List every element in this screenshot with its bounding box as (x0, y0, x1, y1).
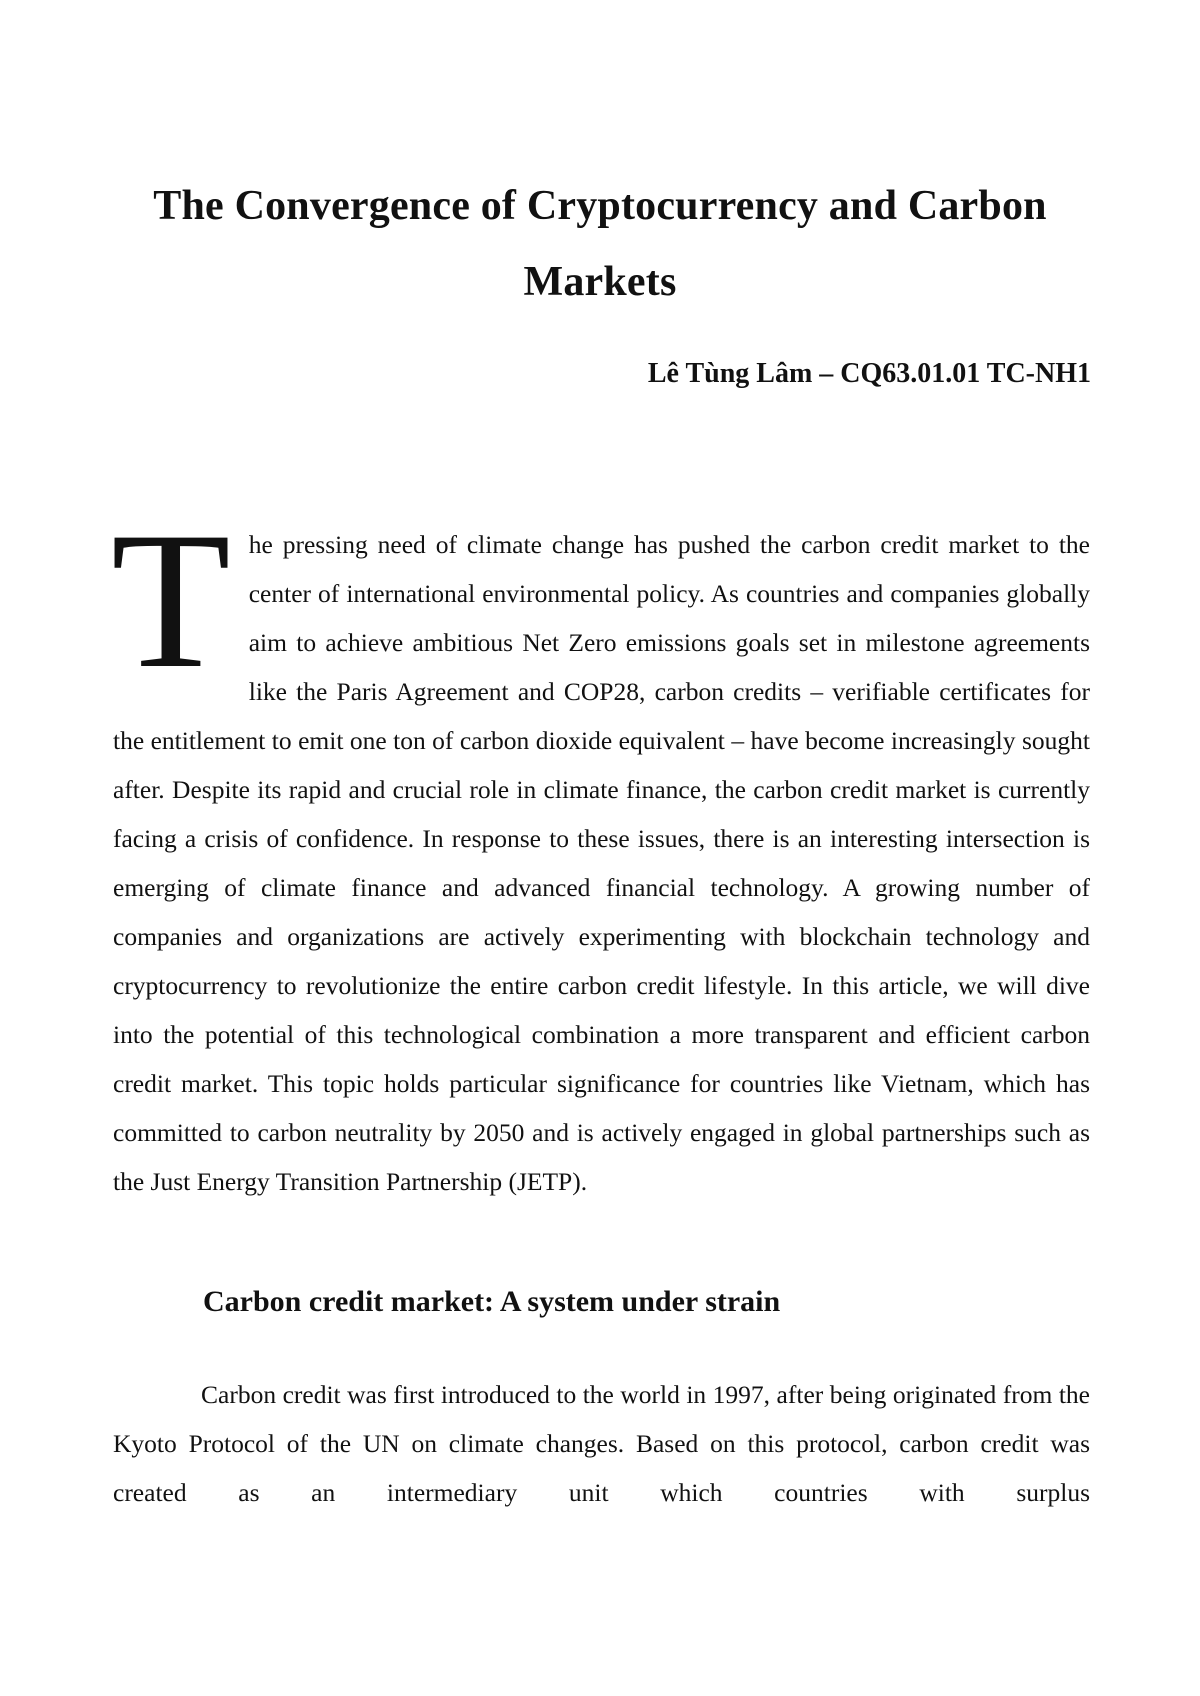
document-title: The Convergence of Cryptocurrency and Carbon Markets (153, 183, 1047, 305)
section-paragraph: Carbon credit was first introduced to the world in 1997, after being originated from the Kyoto Protocol of the UN on climate changes. Based on this protocol, carbon credit was created as an intermediary unit which countries with surplus (113, 1380, 1090, 1507)
section-heading: Carbon credit market: A system under strain (203, 1285, 781, 1318)
intro-paragraph (111, 492, 1090, 1206)
drop-cap: T (111, 492, 231, 709)
author-line: Lê Tùng Lâm – CQ63.01.01 TC-NH1 (647, 358, 1091, 389)
intro-text: he pressing need of climate change has pushed the carbon credit market to the center of international environmental policy. As countries and companies globally aim to achieve ambitious Net Zero emissions goals set in milestone agreements like the Paris Agreement and COP28, carbon credits – verifiable certificates for the entitlement to emit one ton of carbon dioxide equivalent – have become increasingly sought after. Despite its rapid and crucial role in climate finance, the carbon credit market is currently facing a crisis of confidence. In response to these issues, there is an interesting intersection is emerging of climate finance and advanced financial technology. A growing number of companies and organizations are actively experimenting with blockchain technology and cryptocurrency to revolutionize the entire carbon credit lifestyle. In this article, we will dive into the potential of this technological combination a more transparent and efficient carbon credit market. This topic holds particular significance for countries like Vietnam, which has committed to carbon neutrality by 2050 and is actively engaged in global partnerships such as the Just Energy Transition Partnership (JETP). (113, 530, 1090, 1196)
